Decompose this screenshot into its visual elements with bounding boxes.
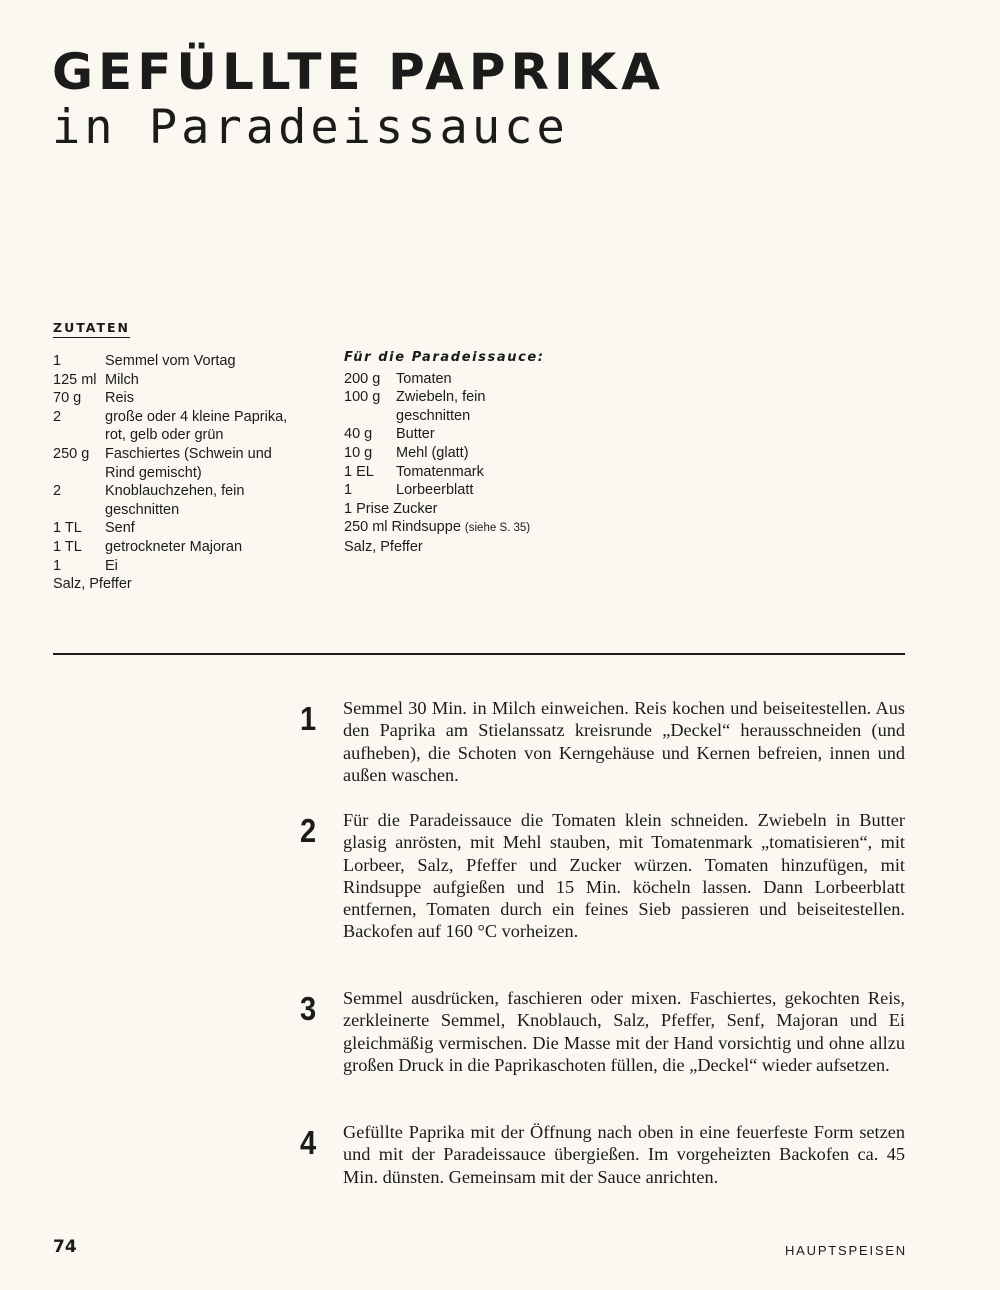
ingredient-row	[53, 371, 293, 390]
ingredient-qty: 40 g	[344, 426, 373, 443]
ingredient-name: große oder 4 kleine Paprika, rot, gelb oder grün	[105, 408, 288, 444]
ingredient-name: Mehl (glatt)	[396, 444, 469, 461]
ingredients-sauce-list	[344, 349, 644, 557]
ingredient-qty: 100 g	[344, 389, 381, 406]
step-number: 4	[300, 1124, 317, 1161]
ingredient-row	[53, 445, 293, 482]
ingredient-qty: 250 g	[53, 445, 90, 462]
page-number: 74	[53, 1237, 77, 1257]
ingredient-name: Semmel vom Vortag	[105, 353, 236, 369]
ingredient-name: Faschiertes (Schwein und Rind gemischt)	[105, 445, 272, 481]
sauce-soup-label: 250 ml Rindsuppe	[344, 519, 461, 536]
ingredient-name: Tomaten	[396, 370, 452, 387]
step	[300, 697, 905, 786]
ingredient-name: getrockneter Majoran	[105, 538, 243, 555]
ingredient-name: Milch	[105, 371, 139, 388]
ingredient-row	[53, 352, 293, 371]
ingredient-name: Ei	[105, 557, 118, 574]
step-text: Semmel 30 Min. in Milch einweichen. Reis kochen und beiseitestellen. Aus den Paprika am Stielanssatz kreisrunde „Deckel“ herausschneiden (und aufheben), die Schoten von Kerngehäuse und Kernen befreien, innen und außen waschen.	[343, 698, 905, 785]
ingredient-row	[53, 557, 293, 576]
step-text: Für die Paradeissauce die Tomaten klein schneiden. Zwiebeln in Butter glasig anrösten, mit Mehl stauben, mit Tomatenmark „tomatisieren“, mit Lorbeer, Salz, Pfeffer und Zucker würzen. Tomaten hinzufügen, mit Rindsuppe aufgießen und 15 Min. köcheln lassen. Dann Lorbeerblatt entfernen, Tomaten durch ein feines Sieb passieren und beiseitestellen. Backofen auf 160 °C vorheizen.	[343, 810, 905, 942]
ingredient-row	[53, 389, 293, 408]
ingredient-row	[53, 538, 293, 557]
page-reference: (siehe S. 35)	[464, 522, 531, 535]
step-number: 2	[300, 812, 317, 849]
ingredients-main-list	[53, 352, 293, 594]
ingredient-name: Senf	[105, 520, 135, 537]
ingredient-seasoning: Salz, Pfeffer	[53, 576, 132, 593]
ingredient-qty: 10 g	[344, 444, 373, 461]
sauce-soup	[344, 518, 644, 538]
ingredient-row	[344, 425, 644, 444]
ingredient-row	[344, 370, 644, 389]
recipe-subtitle: in Paradeissauce	[52, 100, 569, 155]
ingredient-name: Lorbeerblatt	[396, 482, 474, 499]
ingredients-heading: ZUTATEN	[53, 320, 130, 338]
ingredient-name: Butter	[396, 426, 435, 443]
section-divider	[53, 653, 905, 655]
ingredient-qty: 125 ml	[53, 371, 97, 388]
ingredient-qty: 1	[53, 353, 62, 369]
step	[300, 809, 905, 943]
ingredient-name: Zwiebeln, fein geschnitten	[396, 389, 486, 424]
step-number: 3	[300, 990, 317, 1027]
step	[300, 987, 905, 1076]
step-text: Semmel ausdrücken, faschieren oder mixen. Faschiertes, gekochten Reis, zerkleinerte Semmel, Knoblauch, Salz, Pfeffer, Senf, Majoran und Ei gleichmäßig vermischen. Die Masse mit der Hand vorsichtig und ohne allzu großen Druck in die Paprikaschoten füllen, die „Deckel“ wieder aufsetzen.	[343, 988, 905, 1075]
ingredient-row	[344, 444, 644, 463]
ingredient-qty: 1	[344, 482, 353, 499]
ingredient-name: Tomatenmark	[396, 463, 484, 480]
ingredient-qty: 1 EL	[344, 463, 374, 480]
ingredient-row	[344, 388, 644, 425]
ingredient-qty: 2	[53, 483, 62, 500]
step-text: Gefüllte Paprika mit der Öffnung nach oben in eine feuerfeste Form setzen und mit der Paradeissauce übergießen. Im vorgeheizten Backofen ca. 45 Min. dünsten. Gemeinsam mit der Sauce anrichten.	[343, 1122, 905, 1187]
ingredient-qty: 1 TL	[53, 538, 82, 555]
ingredient-row	[53, 482, 293, 519]
ingredient-row	[344, 481, 644, 500]
ingredient-row	[53, 519, 293, 538]
ingredient-qty: 2	[53, 408, 62, 425]
ingredient-qty: 1	[53, 557, 62, 574]
ingredient-name: Knoblauchzehen, fein geschnitten	[105, 483, 245, 518]
sauce-heading: Für die Paradeissauce:	[344, 350, 545, 365]
ingredient-name: Reis	[105, 390, 135, 407]
sauce-seasoning: Salz, Pfeffer	[344, 538, 423, 555]
ingredient-qty: 70 g	[53, 390, 82, 407]
ingredient-qty: 1 TL	[53, 520, 82, 537]
ingredient-qty: 200 g	[344, 370, 381, 387]
step	[300, 1121, 905, 1188]
ingredient-row	[344, 463, 644, 482]
ingredient-row	[53, 408, 293, 445]
step-number: 1	[300, 700, 317, 737]
recipe-title: GEFÜLLTE PAPRIKA	[52, 43, 666, 101]
sauce-sugar: 1 Prise Zucker	[344, 500, 438, 517]
section-name: HAUPTSPEISEN	[784, 1243, 907, 1258]
